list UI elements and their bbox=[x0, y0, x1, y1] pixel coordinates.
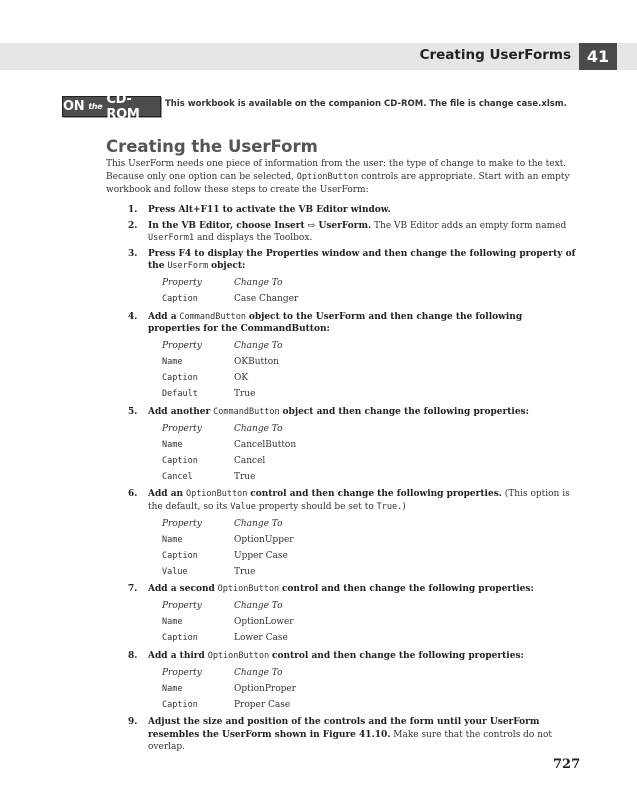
property-header: Property bbox=[162, 423, 202, 434]
step-instruction: Add another bbox=[148, 406, 211, 417]
table-row bbox=[162, 437, 296, 453]
step-text: and displays the Toolbox. bbox=[196, 233, 313, 243]
property-name: Name bbox=[162, 617, 183, 628]
step-code: Value bbox=[230, 501, 256, 512]
property-name: Value bbox=[162, 566, 188, 577]
property-header: Property bbox=[162, 518, 202, 529]
property-value: Proper Case bbox=[234, 699, 291, 710]
step-instruction: Add a second bbox=[148, 584, 215, 594]
step-number: 6. bbox=[128, 489, 138, 499]
step-instruction: In the VB Editor, choose Insert ⇨ UserForm. bbox=[148, 220, 372, 231]
property-name: Caption bbox=[162, 294, 198, 305]
property-value: Case Changer bbox=[234, 294, 299, 305]
property-name: Caption bbox=[162, 699, 198, 710]
property-table bbox=[162, 276, 298, 308]
step-number: 4. bbox=[128, 311, 138, 322]
step-code: CommandButton bbox=[213, 406, 280, 417]
step-code: OptionButton bbox=[217, 584, 280, 594]
step-instruction: Add a third bbox=[148, 650, 205, 661]
property-name: Name bbox=[162, 683, 183, 694]
step-2 bbox=[106, 220, 576, 245]
section-heading: Creating the UserForm bbox=[106, 137, 318, 156]
property-table bbox=[162, 599, 294, 647]
table-row bbox=[162, 564, 294, 580]
table-row bbox=[162, 615, 294, 631]
cd-rom-note: This workbook is available on the companion CD-ROM. The file is change case.xlsm. bbox=[165, 99, 567, 109]
step-5 bbox=[106, 406, 576, 486]
property-name: Name bbox=[162, 357, 183, 368]
table-row bbox=[162, 631, 294, 647]
property-name: Cancel bbox=[162, 471, 193, 482]
property-header: Property bbox=[162, 278, 202, 289]
property-name: Caption bbox=[162, 373, 198, 384]
step-code: OptionButton bbox=[207, 650, 270, 661]
property-name: Name bbox=[162, 439, 183, 450]
step-9 bbox=[106, 716, 576, 754]
property-value: CancelButton bbox=[234, 439, 297, 450]
intro-text-2: controls are appropriate. Start with an empty workbook and follow these steps to create the UserForm: bbox=[106, 172, 570, 195]
step-text: property should be set to bbox=[258, 501, 374, 512]
page-number: 727 bbox=[553, 757, 581, 772]
step-code: UserForm1 bbox=[148, 233, 195, 243]
property-name: Caption bbox=[162, 550, 198, 561]
table-row bbox=[162, 453, 296, 469]
intro-code: OptionButton bbox=[296, 172, 359, 182]
step-8 bbox=[106, 650, 576, 714]
property-value: OK bbox=[234, 373, 249, 384]
step-code: CommandButton bbox=[179, 311, 246, 322]
property-value: Lower Case bbox=[234, 633, 288, 644]
property-header: Property bbox=[162, 601, 202, 612]
change-to-header: Change To bbox=[234, 278, 283, 289]
intro-text-1: This UserForm needs one piece of information from the user: the type of change to make to the text. Because only one option can be selected, bbox=[106, 159, 567, 182]
change-to-header: Change To bbox=[234, 601, 283, 612]
logo-the-text: the bbox=[88, 102, 103, 111]
change-to-header: Change To bbox=[234, 341, 283, 352]
property-name: Default bbox=[162, 389, 198, 400]
table-row bbox=[162, 371, 283, 387]
step-instruction: control and then change the following properties: bbox=[281, 584, 534, 594]
change-to-header: Change To bbox=[234, 667, 283, 678]
property-name: Caption bbox=[162, 455, 198, 466]
logo-on-text: ON bbox=[63, 99, 85, 114]
property-value: Cancel bbox=[234, 455, 266, 466]
step-instruction: object: bbox=[211, 261, 246, 271]
property-value: True bbox=[234, 471, 256, 482]
change-to-header: Change To bbox=[234, 423, 283, 434]
on-the-cd-rom-logo bbox=[62, 91, 161, 122]
logo-cdrom-text: CD-ROM bbox=[106, 91, 140, 122]
step-code: UserForm bbox=[167, 261, 209, 271]
property-name: Caption bbox=[162, 633, 198, 644]
intro-paragraph bbox=[106, 158, 576, 197]
step-instruction: object to the UserForm and then change the following properties for the CommandButton: bbox=[148, 311, 523, 334]
property-value: OKButton bbox=[234, 357, 279, 368]
step-text: (This option is the default, so its bbox=[148, 489, 570, 512]
step-4 bbox=[106, 311, 576, 403]
chapter-number-tab: 41 bbox=[579, 43, 617, 70]
property-value: OptionProper bbox=[234, 683, 297, 694]
property-value: OptionLower bbox=[234, 617, 294, 628]
property-header: Property bbox=[162, 667, 202, 678]
running-header-title: Creating UserForms bbox=[419, 47, 571, 63]
step-instruction: Add a bbox=[148, 311, 177, 322]
step-instruction: control and then change the following properties. bbox=[250, 489, 502, 499]
property-table bbox=[162, 665, 296, 713]
table-row bbox=[162, 469, 296, 485]
change-to-header: Change To bbox=[234, 518, 283, 529]
property-table bbox=[162, 339, 283, 403]
step-instruction: object and then change the following properties: bbox=[282, 406, 529, 417]
step-number: 8. bbox=[128, 650, 138, 661]
step-number: 2. bbox=[128, 220, 138, 231]
table-row bbox=[162, 387, 283, 403]
step-1 bbox=[106, 204, 576, 217]
step-instruction: Adjust the size and position of the controls and the form until your UserForm resembles the UserForm shown in Figure 41.10. bbox=[148, 717, 540, 740]
table-row bbox=[162, 697, 296, 713]
step-code: True. bbox=[376, 501, 403, 512]
table-row bbox=[162, 292, 298, 308]
property-table bbox=[162, 421, 296, 485]
step-number: 7. bbox=[128, 584, 138, 594]
step-instruction: control and then change the following properties: bbox=[272, 650, 524, 661]
property-value: Upper Case bbox=[234, 550, 288, 561]
table-row bbox=[162, 548, 294, 564]
step-instruction: Press F4 to display the Properties window and then change the following property of the bbox=[148, 248, 576, 271]
property-value: True bbox=[234, 389, 256, 400]
step-number: 5. bbox=[128, 406, 138, 417]
property-value: True bbox=[234, 566, 256, 577]
step-text: The VB Editor adds an empty form named bbox=[374, 220, 567, 231]
property-header: Property bbox=[162, 341, 202, 352]
step-3 bbox=[106, 248, 576, 308]
step-text: ) bbox=[402, 501, 406, 512]
step-number: 3. bbox=[128, 248, 138, 259]
table-row bbox=[162, 532, 294, 548]
step-6 bbox=[106, 488, 576, 580]
step-instruction: Add an bbox=[148, 489, 184, 499]
step-instruction: Press Alt+F11 to activate the VB Editor window. bbox=[148, 205, 391, 215]
step-code: OptionButton bbox=[185, 489, 248, 499]
table-row bbox=[162, 355, 283, 371]
property-table bbox=[162, 516, 294, 580]
table-row bbox=[162, 681, 296, 697]
steps-list bbox=[106, 204, 576, 757]
step-text: Make sure that the controls do not overlap. bbox=[148, 729, 553, 752]
step-number: 9. bbox=[128, 717, 138, 727]
step-7 bbox=[106, 583, 576, 647]
step-number: 1. bbox=[128, 205, 138, 215]
property-name: Name bbox=[162, 534, 183, 545]
property-value: OptionUpper bbox=[234, 534, 294, 545]
